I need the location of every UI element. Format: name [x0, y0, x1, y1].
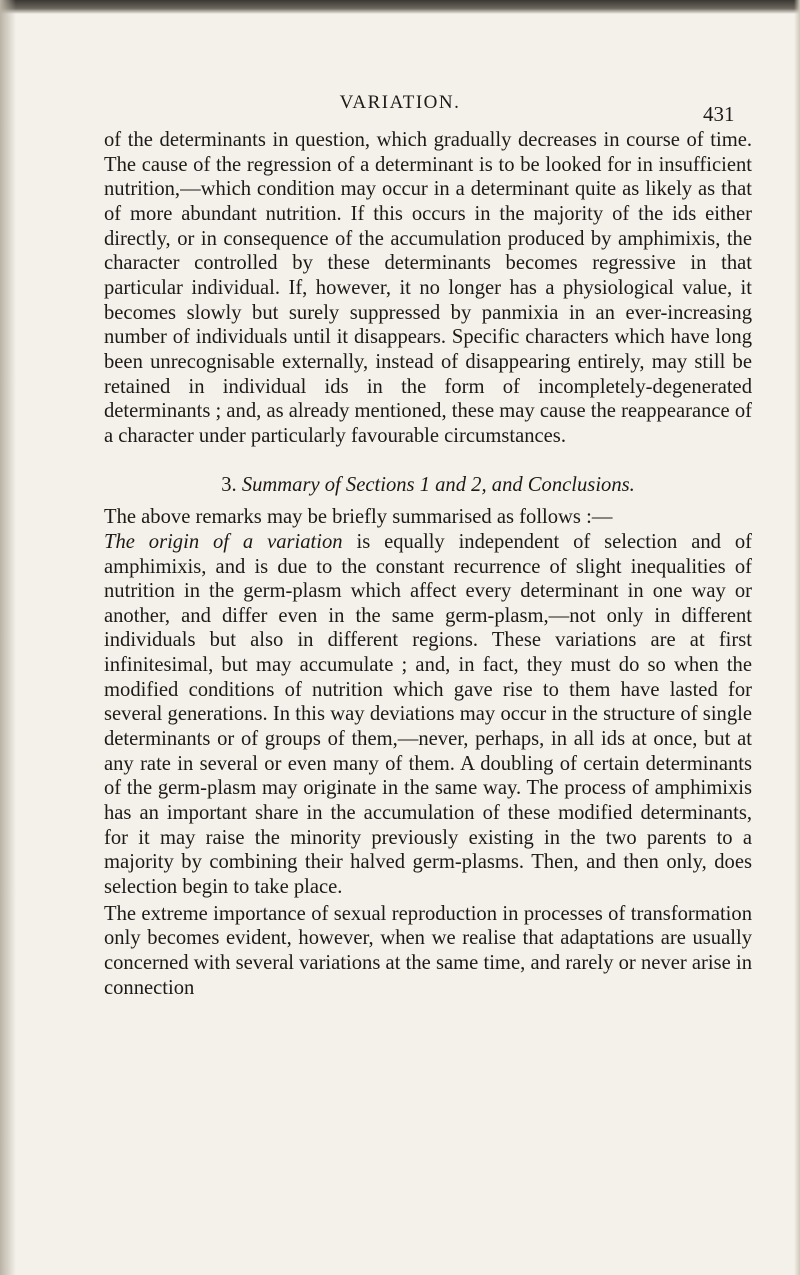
- paragraph-1: of the determinants in question, which gradually decreases in course of time. The cause of the regression of a determinant is to be looked for in insufficient nutrition,—which condition may occur in a determinant quite as likely as that of more abundant nutrition. If this occurs in the majority of the ids either directly, or in consequence of the accumulation produced by amphimixis, the character controlled by these determinants becomes regressive in that particular individual. If, however, it no longer has a physiological value, it becomes slowly but surely suppressed by panmixia in an ever-increasing number of individuals until it disappears. Specific characters which have long been unrecognisable externally, instead of disappearing entirely, may still be retained in individual ids in the form of incompletely-degenerated determinants ; and, as already mentioned, these may cause the reappearance of a character under particularly favourable circumstances.: [104, 129, 752, 447]
- section-title: Summary of Sections 1 and 2, and Conclusions.: [241, 473, 635, 496]
- paragraph-2-italic-phrase: The origin of a variation: [104, 530, 343, 553]
- paragraph-2-intro: The above remarks may be briefly summarised as follows :—: [104, 506, 613, 529]
- running-head: VARIATION.: [339, 92, 461, 113]
- paragraph-3: The extreme importance of sexual reproduction in processes of transformation only becomes evident, however, when we realise that adaptations are usually concerned with several variations at the same time, and rarely or never arise in connection: [104, 902, 752, 999]
- scan-top-edge: [0, 0, 800, 14]
- paragraph-2-body: is equally independent of selection and of amphimixis, and is due to the constant recurrence of slight inequalities of nutrition in the germ-plasm which affect every determinant in one way or another, and differ even in the same germ-plasm,—not only in different individuals but also in different regions. These variations are at first infinitesimal, but may accumulate ; and, in fact, they must do so when the modified conditions of nutrition which gave rise to them have lasted for several generations. In this way deviations may occur in the structure of single determinants or of groups of them,—never, perhaps, in all ids at once, but at any rate in several or even many of them. A doubling of certain determinants of the germ-plasm may originate in the same way. The process of amphimixis has an important share in the accumulation of these modified determinants, for it may raise the minority previously existing in the two parents to a majority by combining their halved germ-plasms. Then, and then only, does selection begin to take place.: [104, 530, 752, 899]
- page-number: 431: [703, 102, 735, 126]
- body-text: [104, 128, 752, 1000]
- section-heading: [104, 473, 752, 498]
- paragraph-2: [104, 530, 752, 900]
- scan-right-edge: [794, 0, 800, 1275]
- scan-left-edge: [0, 0, 16, 1275]
- section-number: 3.: [221, 473, 237, 496]
